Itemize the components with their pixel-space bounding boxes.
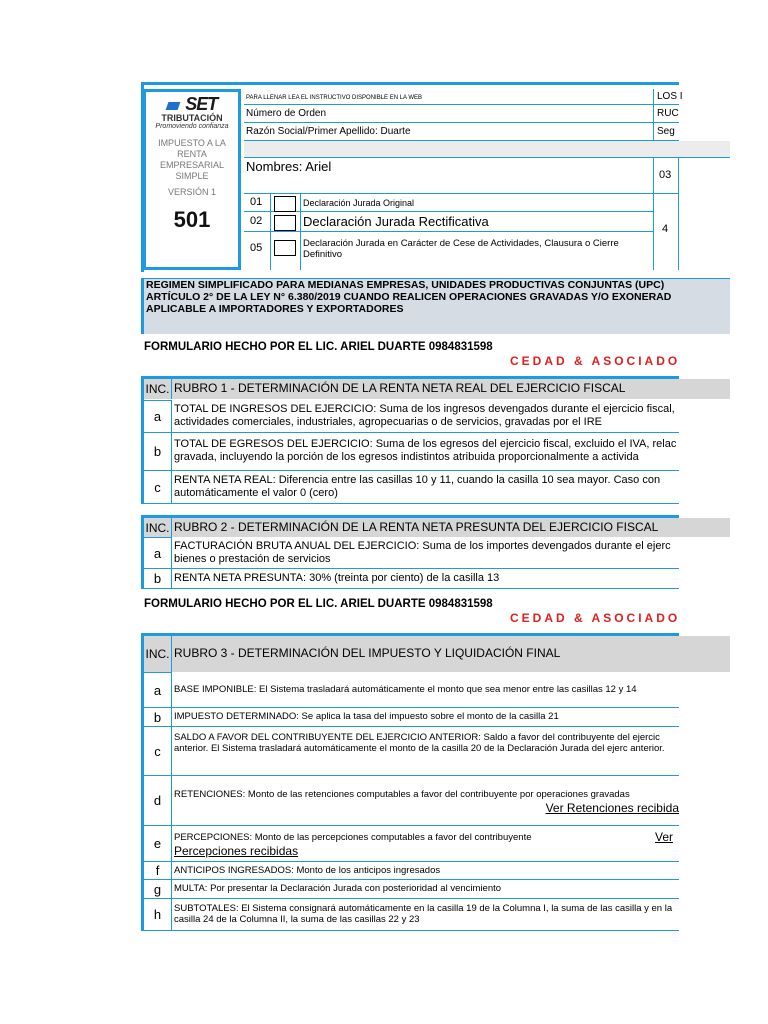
credit-text: FORMULARIO HECHO POR EL LIC. ARIEL DUARTE 0984831598 bbox=[144, 598, 493, 610]
rubro3-row-f: ANTICIPOS INGRESADOS: Monto de los anticipos ingresados bbox=[172, 862, 679, 880]
declaration-code: 05 bbox=[244, 232, 271, 270]
checkbox-icon bbox=[274, 196, 296, 212]
rubro1-title: RUBRO 1 - DETERMINACIÓN DE LA RENTA NETA REAL DEL EJERCICIO FISCAL bbox=[174, 381, 626, 395]
row-label: g bbox=[144, 880, 172, 899]
set-subtitle: TRIBUTACIÓN bbox=[161, 113, 223, 123]
row-label: a bbox=[144, 537, 172, 569]
row-label: a bbox=[144, 400, 172, 433]
set-brand: SET bbox=[185, 94, 218, 114]
form-version: VERSIÓN 1 bbox=[167, 187, 216, 197]
rubro3-inc-header: INC. bbox=[144, 636, 172, 672]
code-03: 03 bbox=[654, 158, 679, 194]
row-label: e bbox=[144, 826, 172, 862]
ruc-label: RUC bbox=[654, 105, 679, 123]
rubro2-title: RUBRO 2 - DETERMINACIÓN DE LA RENTA NETA PRESUNTA DEL EJERCICIO FISCAL bbox=[174, 520, 659, 534]
rubro1-row-c: RENTA NETA REAL: Diferencia entre las casillas 10 y 11, cuando la casilla 10 sea mayor. Caso con automáticamente el valor 0 (cero) bbox=[172, 471, 679, 504]
form-number: 501 bbox=[173, 207, 211, 232]
percepciones-text: PERCEPCIONES: Monto de las percepciones computables a favor del contribuyente bbox=[174, 832, 532, 843]
retenciones-text: RETENCIONES: Monto de las retenciones computables a favor del contribuyente por operaciones gravadas bbox=[174, 789, 630, 800]
row-label: b bbox=[144, 708, 172, 727]
rubro3-row-e bbox=[172, 826, 679, 862]
retenciones-link[interactable]: Ver Retenciones recibida bbox=[545, 801, 679, 815]
logo-panel bbox=[143, 89, 241, 270]
declaration-code: 02 bbox=[244, 212, 271, 232]
set-logo bbox=[146, 94, 238, 115]
row-label: h bbox=[144, 899, 172, 931]
rubro2-row-a: FACTURACIÓN BRUTA ANUAL DEL EJERCICIO: Suma de los importes devengados durante el ejerc bienes o prestación de servicios bbox=[172, 537, 679, 569]
declaration-rectificativa-checkbox[interactable] bbox=[271, 212, 301, 232]
percepciones-link[interactable]: Percepciones recibidas bbox=[174, 844, 299, 858]
order-number-field[interactable]: Número de Orden bbox=[244, 105, 654, 123]
percepciones-link-ver[interactable]: Ver bbox=[654, 830, 673, 844]
rubro3-title: RUBRO 3 - DETERMINACIÓN DEL IMPUESTO Y LIQUIDACIÓN FINAL bbox=[174, 646, 561, 660]
regime-banner bbox=[141, 278, 730, 334]
declaration-original-checkbox[interactable] bbox=[271, 194, 301, 212]
declaration-code: 01 bbox=[244, 194, 271, 212]
row-label: d bbox=[144, 776, 172, 826]
row-label: f bbox=[144, 862, 172, 880]
rubro3-row-c: SALDO A FAVOR DEL CONTRIBUYENTE DEL EJERCICIO ANTERIOR: Saldo a favor del contribuyente del ejercic anterior. El Sistema trasladará automáticamente el monto de la casilla 20 de la Declaración Jurada del ejerc anterior. bbox=[172, 727, 679, 776]
instructions-text: PARA LLENAR LEA EL INSTRUCTIVO DISPONIBLE EN LA WEB bbox=[244, 89, 654, 105]
declaration-label: Declaración Jurada Rectificativa bbox=[301, 212, 654, 232]
form-title bbox=[146, 138, 238, 182]
declaration-label: Declaración Jurada en Carácter de Cese de Actividades, Clausura o Cierre Definitivo bbox=[301, 232, 654, 270]
blank-row bbox=[244, 141, 730, 158]
row-label: b bbox=[144, 569, 172, 589]
regime-line: APLICABLE A IMPORTADORES Y EXPORTADORES bbox=[146, 303, 404, 315]
form-title-line: EMPRESARIAL bbox=[159, 160, 225, 170]
rubro3-row-g: MULTA: Por presentar la Declaración Jurada con posterioridad al vencimiento bbox=[172, 880, 679, 899]
code-4: 4 bbox=[654, 194, 679, 270]
set-tagline: Promoviendo confianza bbox=[155, 123, 229, 130]
rubro3-row-d bbox=[172, 776, 679, 826]
rubro2-inc-header: INC. bbox=[144, 518, 172, 537]
row-label: c bbox=[144, 727, 172, 776]
declaration-label: Declaración Jurada Original bbox=[301, 194, 654, 212]
form-title-line: IMPUESTO A LA bbox=[158, 138, 226, 148]
row-label: c bbox=[144, 471, 172, 504]
rubro2-row-b: RENTA NETA PRESUNTA: 30% (treinta por ciento) de la casilla 13 bbox=[172, 569, 679, 589]
rubro3-row-h: SUBTOTALES: El Sistema consignará automáticamente en la casilla 19 de la Columna I, la suma de las casilla y en la casilla 24 de la Columna II, la suma de las casillas 22 y 23 bbox=[172, 899, 679, 931]
row-label: b bbox=[144, 433, 172, 471]
razon-social-field[interactable]: Razón Social/Primer Apellido: Duarte bbox=[244, 123, 654, 141]
nombres-field[interactable]: Nombres: Ariel bbox=[244, 158, 654, 194]
rubro1-inc-header: INC. bbox=[144, 379, 172, 399]
seg-label: Seg bbox=[654, 123, 679, 141]
regime-line: REGIMEN SIMPLIFICADO PARA MEDIANAS EMPRESAS, UNIDADES PRODUCTIVAS CONJUNTAS (UPC) bbox=[146, 279, 665, 291]
rubro3-row-a: BASE IMPONIBLE: El Sistema trasladará automáticamente el monto que sea menor entre las casillas 12 y 14 bbox=[172, 672, 679, 708]
regime-line: ARTÍCULO 2° DE LA LEY N° 6.380/2019 CUANDO REALICEN OPERACIONES GRAVADAS Y/O EXONERAD bbox=[146, 291, 672, 303]
checkbox-icon bbox=[274, 215, 296, 231]
form-title-line: SIMPLE bbox=[175, 171, 209, 181]
firm-name: CEDAD & ASOCIADO bbox=[510, 354, 681, 368]
corner-text: LOS I bbox=[654, 89, 679, 105]
rubro3-row-b: IMPUESTO DETERMINADO: Se aplica la tasa del impuesto sobre el monto de la casilla 21 bbox=[172, 708, 679, 727]
form-title-line: RENTA bbox=[177, 149, 207, 159]
row-label: a bbox=[144, 672, 172, 708]
declaration-cese-checkbox[interactable] bbox=[271, 232, 301, 270]
set-logo-mark-icon bbox=[165, 102, 180, 110]
checkbox-icon bbox=[274, 240, 296, 256]
rubro1-row-b: TOTAL DE EGRESOS DEL EJERCICIO: Suma de los egresos del ejercicio fiscal, excluido el IVA, relac gravada, incluyendo la porción de los egresos indistintos atribuida proporcionalmente a activida bbox=[172, 433, 679, 471]
credit-text: FORMULARIO HECHO POR EL LIC. ARIEL DUARTE 0984831598 bbox=[144, 341, 493, 353]
rubro1-row-a: TOTAL DE INGRESOS DEL EJERCICIO: Suma de los ingresos devengados durante el ejercicio fiscal, actividades comerciales, industriales, agropecuarias o de servicios, gravadas por el IRE bbox=[172, 400, 679, 433]
firm-name: CEDAD & ASOCIADO bbox=[510, 611, 681, 625]
